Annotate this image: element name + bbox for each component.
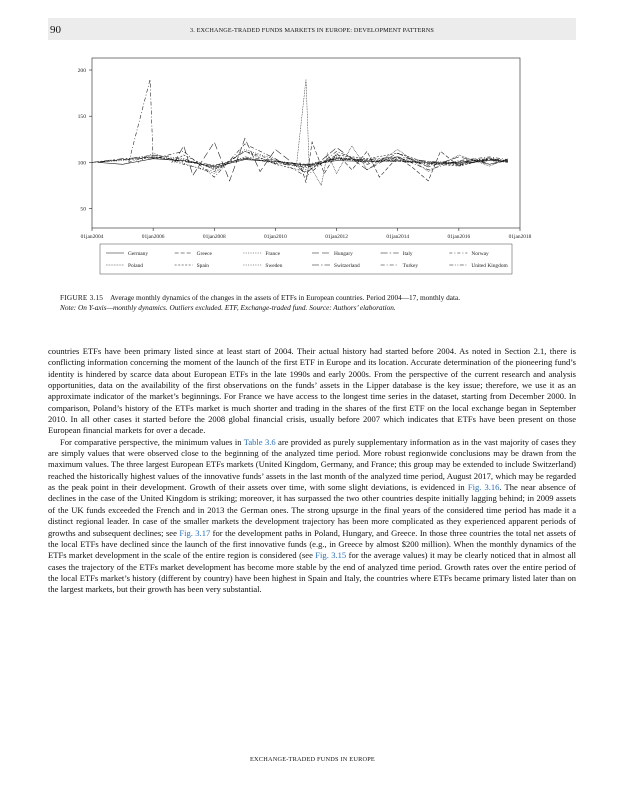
legend-label: Switzerland	[334, 263, 360, 269]
legend-label: Spain	[196, 263, 209, 269]
x-tick-label: 01jan2014	[386, 234, 410, 240]
paragraph	[48, 346, 576, 437]
paragraph-text: are provided as purely supplementary information as in the vast majority of cases they are simply values that were observed close to the beginning of the analyzed time period. More robust regionwide conclusions may be drawn from the maximum values. The three largest European ETFs markets (United Kingdom, Germany, and France; this group may be extended to include Switzerland) reached the historically highest values of the innovative funds’ assets in the last month of the analyzed time period, August 2017, which may be regarded as the peak point in their development. Growth of their assets over time, with some slight deviations, is evidenced in	[48, 436, 577, 493]
paragraph-text: for the development paths in Poland, Hungary, and Greece. In those three countries the total net assets of the local ETFs have declined since the launch of the first innovative funds (e.g., in Greece by almost $200 million). When the monthly dynamics of the ETFs market development in the scale of the entire region is considered (see	[48, 527, 576, 561]
cross-reference-link[interactable]: Fig. 3.17	[179, 527, 211, 538]
legend-label: Norway	[471, 251, 489, 257]
cross-reference-link[interactable]: Fig. 3.16	[467, 482, 500, 493]
figure-chart	[60, 50, 565, 287]
plot-area	[92, 58, 520, 228]
figure-caption	[60, 293, 580, 313]
x-tick-label: 01jan2018	[508, 234, 532, 240]
line-chart	[60, 50, 565, 287]
y-tick-label: 50	[80, 206, 86, 213]
cross-reference-link[interactable]: Fig. 3.15	[315, 550, 347, 561]
paragraph-text: For comparative perspective, the minimum values in	[60, 436, 244, 447]
x-tick-label: 01jan2004	[80, 234, 104, 240]
x-tick-label: 01jan2016	[447, 234, 471, 240]
body-text	[48, 346, 576, 596]
legend-label: Hungary	[334, 251, 353, 257]
running-header	[48, 18, 576, 40]
cross-reference-link[interactable]: Table 3.6	[243, 436, 276, 447]
legend-label: Poland	[128, 263, 143, 269]
paragraph-text: countries ETFs have been primary listed since at least start of 2004. Their actual history had started before 2004. As noted in Section 2.1, there is conflicting information concerning the moment of the launch of the first ETF in Europe and its location. Accurate determination of the pioneering fund’s identity is hindered by scarce data about European ETFs in the late 1990s and early 2000s. From the perspective of the current research and analysis opportunities, data on the availability of the first observations on the funds’ assets in the Lipper database is the key issue; therefore, we use it as an approximate indicator of the market’s beginnings. For France we have access to the longest time series in the dataset, starting from December 2000. In comparison, Poland’s history of the ETFs market is much shorter and trading in the shares of the first ETF on the local exchange began in September 2010. In all other cases it started before the 2008 global financial crisis, usually before 2007 which indicates that ETFs have been present on those European financial markets for over a decade.	[48, 346, 576, 436]
y-tick-label: 100	[77, 160, 86, 167]
running-title: 3. EXCHANGE-TRADED FUNDS MARKETS IN EUROPE: DEVELOPMENT PATTERNS	[189, 27, 435, 34]
x-tick-label: 01jan2012	[325, 234, 348, 240]
legend-label: Greece	[196, 251, 212, 257]
x-tick-label: 01jan2008	[202, 234, 226, 240]
legend-label: United Kingdom	[471, 263, 508, 269]
paragraph-text: . The near absence of declines in the case of the United Kingdom is striking; moreover, it has surpassed the two other countries despite initially lagging behind; in 2009 assets of the UK funds exceeded the French and in 2013 the German ones. The strong upsurge in the final years of the considered time period has made it a distinct regional leader. In case of the smaller markets the development trajectory has been more complicated as they experienced apparent periods of growths and subsequent declines; see	[48, 482, 576, 538]
paragraph-text: for the average values) it may be clearly noticed that in almost all cases the trajectory of the ETFs market development has become more stable by the end of analyzed time period. Growth rates over the entire period of the local ETFs market’s history (different by country) have been highest in Spain and Italy, the countries where ETFs became primary listed later than on the largest markets, but their growth has been very substantial.	[48, 550, 576, 595]
page-number: 90	[50, 24, 61, 36]
figure-caption-text: Average monthly dynamics of the changes in the assets of ETFs in European countries. Period 2004—17, monthly data.	[110, 293, 461, 302]
x-tick-label: 01jan2006	[141, 234, 165, 240]
y-tick-label: 150	[77, 114, 86, 121]
legend-box	[100, 244, 512, 274]
legend-label: Sweden	[265, 263, 283, 269]
legend-label: Italy	[402, 251, 413, 257]
legend-label: France	[265, 251, 281, 257]
running-footer: EXCHANGE-TRADED FUNDS IN EUROPE	[250, 756, 375, 763]
paragraph	[48, 437, 576, 596]
legend-label: Turkey	[402, 263, 419, 269]
figure-label: FIGURE 3.15	[60, 293, 104, 302]
y-tick-label: 200	[77, 68, 86, 75]
legend-label: Germany	[128, 251, 149, 257]
x-tick-label: 01jan2010	[264, 234, 287, 240]
figure-note: Note: On Y-axis—monthly dynamics. Outliers excluded. ETF, Exchange-traded fund. Source: Authors’ elaboration.	[60, 303, 396, 312]
